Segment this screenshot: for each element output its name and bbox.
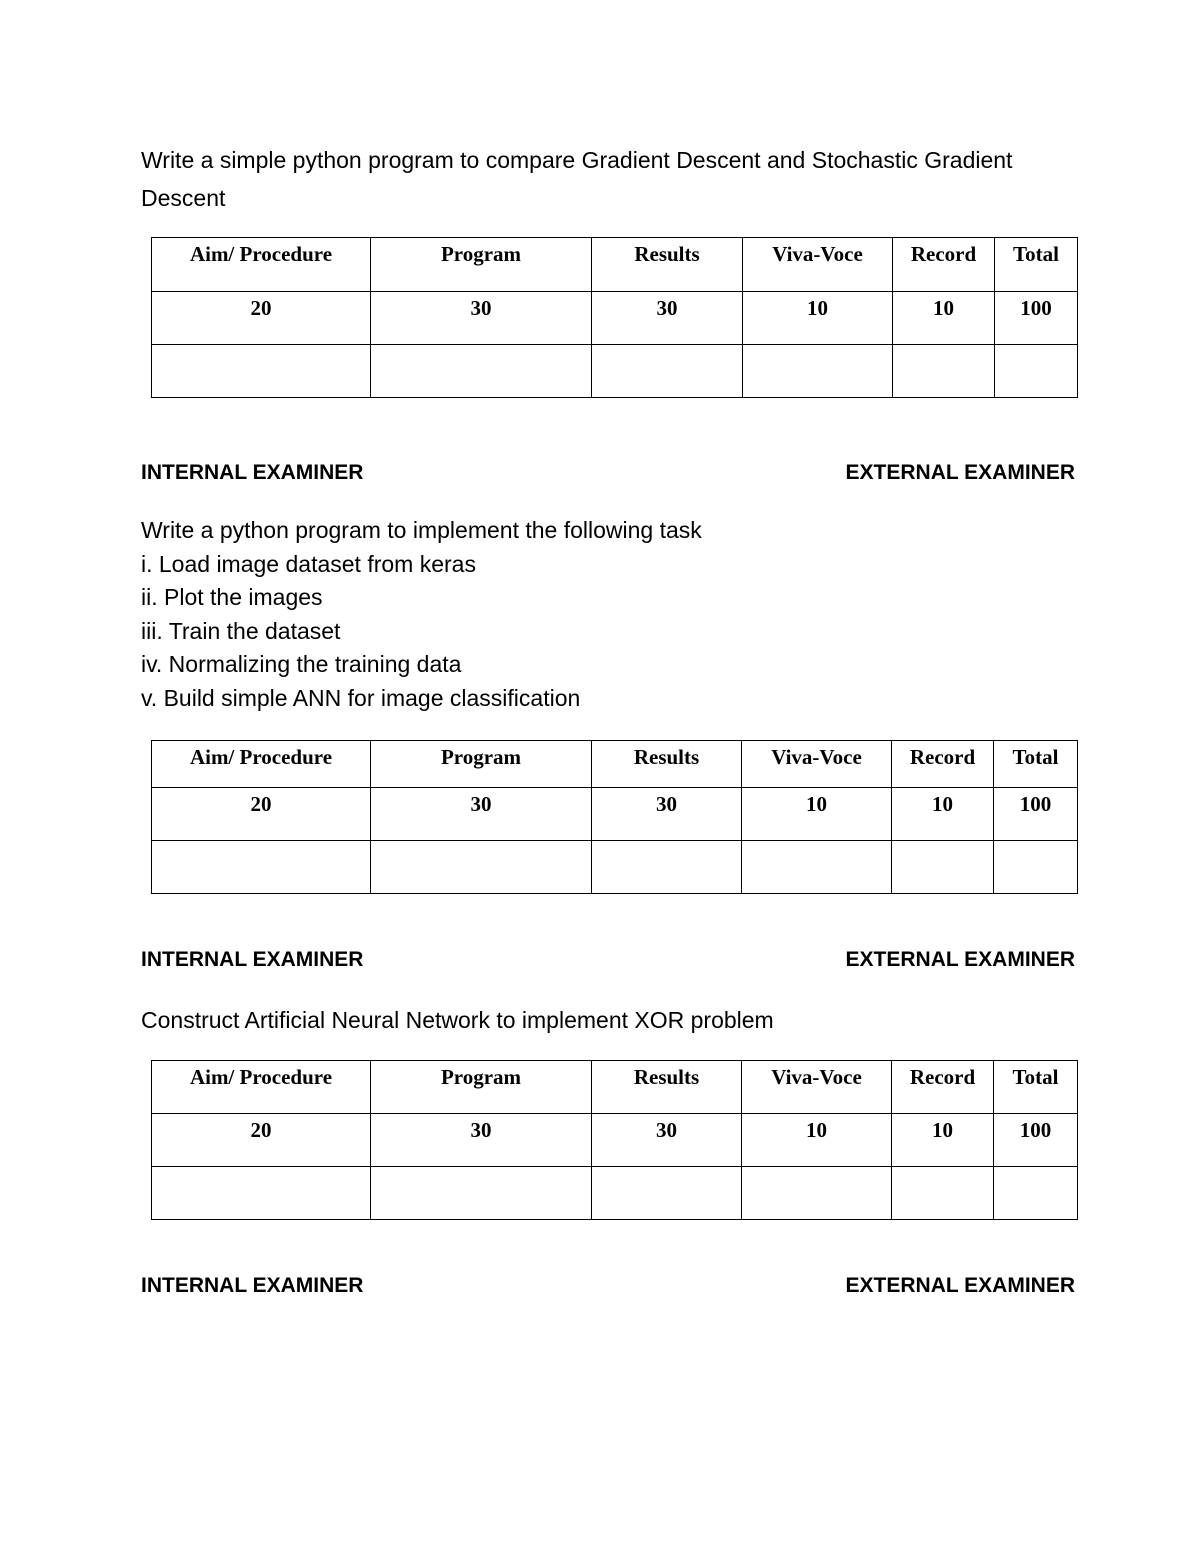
table-score-row (152, 345, 1078, 398)
max-record: 10 (893, 292, 995, 345)
score-total[interactable] (994, 1167, 1078, 1220)
table-score-row (152, 1167, 1078, 1220)
header-record: Record (892, 741, 994, 788)
score-results[interactable] (592, 1167, 742, 1220)
marks-table-2 (151, 740, 1078, 894)
task-item-1: i. Load image dataset from keras (141, 550, 476, 577)
external-examiner-label-1: EXTERNAL EXAMINER (845, 461, 1075, 484)
table-header-row (152, 238, 1078, 292)
table-max-marks-row (152, 292, 1078, 345)
score-record[interactable] (892, 1167, 994, 1220)
header-total: Total (994, 741, 1078, 788)
header-viva-voce: Viva-Voce (742, 1061, 892, 1114)
score-program[interactable] (371, 841, 592, 894)
header-total: Total (994, 1061, 1078, 1114)
task-item-4: iv. Normalizing the training data (141, 651, 462, 678)
question-1-line-2: Descent (141, 185, 226, 211)
header-results: Results (592, 238, 743, 292)
max-viva-voce: 10 (742, 788, 892, 841)
header-record: Record (893, 238, 995, 292)
max-total: 100 (995, 292, 1078, 345)
score-viva-voce[interactable] (742, 1167, 892, 1220)
max-total: 100 (994, 788, 1078, 841)
question-3-title: Construct Artificial Neural Network to implement XOR problem (141, 1007, 774, 1033)
question-2-title: Write a python program to implement the following task (141, 517, 702, 543)
header-viva-voce: Viva-Voce (743, 238, 893, 292)
header-viva-voce: Viva-Voce (742, 741, 892, 788)
score-results[interactable] (592, 345, 743, 398)
score-total[interactable] (995, 345, 1078, 398)
score-aim-procedure[interactable] (152, 1167, 371, 1220)
header-aim-procedure: Aim/ Procedure (152, 238, 371, 292)
external-examiner-label-2: EXTERNAL EXAMINER (845, 948, 1075, 971)
score-program[interactable] (371, 1167, 592, 1220)
task-item-2: ii. Plot the images (141, 584, 323, 611)
header-results: Results (592, 1061, 742, 1114)
max-viva-voce: 10 (743, 292, 893, 345)
max-aim-procedure: 20 (152, 788, 371, 841)
header-program: Program (371, 238, 592, 292)
score-aim-procedure[interactable] (152, 841, 371, 894)
max-program: 30 (371, 292, 592, 345)
score-program[interactable] (371, 345, 592, 398)
score-record[interactable] (892, 841, 994, 894)
table-header-row (152, 741, 1078, 788)
task-item-5: v. Build simple ANN for image classification (141, 684, 581, 711)
header-total: Total (995, 238, 1078, 292)
max-program: 30 (371, 788, 592, 841)
max-record: 10 (892, 788, 994, 841)
max-record: 10 (892, 1114, 994, 1167)
max-aim-procedure: 20 (152, 1114, 371, 1167)
table-max-marks-row (152, 788, 1078, 841)
score-viva-voce[interactable] (742, 841, 892, 894)
max-total: 100 (994, 1114, 1078, 1167)
question-2 (141, 514, 1101, 716)
max-program: 30 (371, 1114, 592, 1167)
score-viva-voce[interactable] (743, 345, 893, 398)
header-program: Program (371, 741, 592, 788)
score-total[interactable] (994, 841, 1078, 894)
internal-examiner-label-3: INTERNAL EXAMINER (141, 1274, 364, 1297)
max-viva-voce: 10 (742, 1114, 892, 1167)
header-aim-procedure: Aim/ Procedure (152, 1061, 371, 1114)
table-max-marks-row (152, 1114, 1078, 1167)
header-program: Program (371, 1061, 592, 1114)
question-3 (141, 1001, 1101, 1039)
score-results[interactable] (592, 841, 742, 894)
max-aim-procedure: 20 (152, 292, 371, 345)
internal-examiner-label-1: INTERNAL EXAMINER (141, 461, 364, 484)
external-examiner-label-3: EXTERNAL EXAMINER (845, 1274, 1075, 1297)
score-aim-procedure[interactable] (152, 345, 371, 398)
max-results: 30 (592, 292, 743, 345)
header-aim-procedure: Aim/ Procedure (152, 741, 371, 788)
max-results: 30 (592, 788, 742, 841)
table-score-row (152, 841, 1078, 894)
task-item-3: iii. Train the dataset (141, 617, 341, 644)
header-record: Record (892, 1061, 994, 1114)
score-record[interactable] (893, 345, 995, 398)
marks-table-1 (151, 237, 1078, 398)
table-header-row (152, 1061, 1078, 1114)
header-results: Results (592, 741, 742, 788)
internal-examiner-label-2: INTERNAL EXAMINER (141, 948, 364, 971)
max-results: 30 (592, 1114, 742, 1167)
marks-table-3 (151, 1060, 1078, 1220)
question-1-line-1: Write a simple python program to compare Gradient Descent and Stochastic Gradient (141, 147, 1013, 173)
question-1 (141, 141, 1101, 217)
